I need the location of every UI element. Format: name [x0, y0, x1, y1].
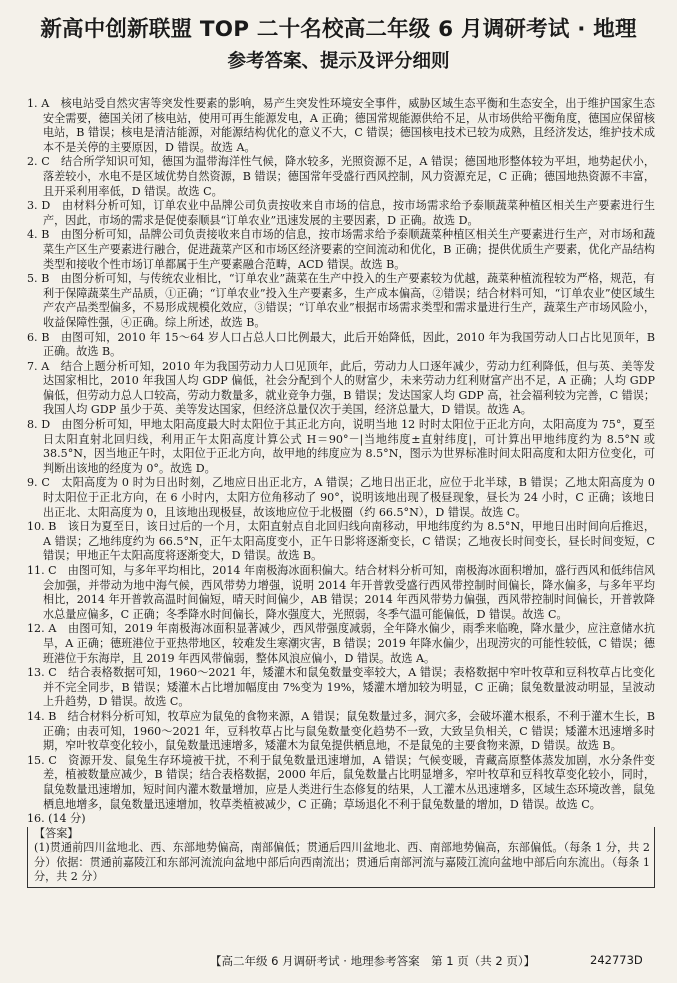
answer-item: 11. C 由图可知，与多年平均相比，2014 年南极海冰面积偏大。结合材料分析可知，南极海冰面积增加，盛行西风和低纬信风会加强，并带动为地中海气候，西风带势力增强，说明 2014 年开普敦受盛行西风带控制时间偏长，降水偏多，与多年平均相比，2014 年开普敦高温时间偏短，晴天时间偏少，AB 错误；2014 年西风带势力偏强，西风带控制时间偏长，开普敦降水总量应偏多，C 正确；冬季降水时间偏长，降水强度大，光照弱，冬季气温可能偏低，D 错误。故选 C。	[27, 564, 655, 621]
footer-code: 242773D	[590, 953, 643, 967]
page-title: 新高中创新联盟 TOP 二十名校高二年级 6 月调研考试 · 地理	[40, 17, 637, 42]
answer-item: 14. B 结合材料分析可知，牧草应为鼠兔的食物来源，A 错误；鼠兔数量过多，洞穴多，会破坏灌木根系，不利于灌木生长，B 正确；由表可知，1960～2021 年，豆科牧草占比与鼠兔数量变化趋势不一致，大致呈负相关，C 错误；矮灌木迅速增多时期，窄叶牧草变化较小，鼠兔数量迅速增多，矮灌木为鼠兔提供栖息地，不是鼠兔的主要食物来源，D 错误。故选 B。	[27, 709, 655, 753]
answer-item: 7. A 结合上题分析可知，2010 年为我国劳动力人口见顶年，此后，劳动力人口逐年减少，劳动力红利降低，但与英、美等发达国家相比，2010 年我国人均 GDP 偏低，社会分配到个人的财富少，未来劳动力红利财富产出不足，A 正确；人均 GDP 偏低，但劳动力总人口较高，劳动力数量多，就业竞争力强，B 错误；发达国家人均 GDP 高，社会福利较为完善，C 错误；我国人均 GDP 虽少于英、美等发达国家，但经济总量仅次于美国，经济总量大，D 错误。故选 A。	[27, 359, 655, 417]
answer-item: 3. D 由材料分析可知，订单农业中品牌公司负责按收来自市场的信息，按市场需求给予泰顺蔬菜种植区相关生产要素进行生产，因此，市场的需求是促使泰顺县“订单农业”迅速发展的主要因素，D 正确。故选 D。	[27, 199, 655, 227]
answer-text: (1)贯通前四川盆地北、西、东部地势偏高，南部偏低；贯通后四川盆地北、西、南部地势偏高，东部偏低。（每条 1 分，共 2 分）依据：贯通前嘉陵江和东部河流流向盆地中部后向西南流出；贯通后南部河流与嘉陵江流向盆地中部后向东流出。（每条 1 分，共 2 分）	[34, 841, 650, 884]
question-16-answer-box	[27, 827, 655, 888]
answer-item: 15. C 资源开发、鼠兔生存环境被干扰，不利于鼠兔数量迅速增加，A 错误；气候变暖，青藏高原整体蒸发加剧，水分条件变差，植被数量应减少，B 错误；结合表格数据，2000 年后，鼠兔数量占比明显增多，窄叶牧草和豆科牧草变化较小，同时，鼠兔数量迅速增加，短时间内灌木数量增加，应是人类进行生态修复的结果，人工灌木丛迅速增多，区域生态环境改善，鼠兔栖息地增多，鼠兔数量迅速增加，牧草类植被减少，C 正确；草场退化不利于鼠兔数量的增加，D 错误。故选 C。	[27, 753, 655, 811]
answer-item: 10. B 该日为夏至日，该日过后的一个月，太阳直射点自北回归线向南移动，甲地纬度约为 8.5°N，甲地日出时间向后推迟，A 错误；乙地纬度约为 66.5°N，正午太阳高度变小，正午日影将逐渐变长，C 错误；乙地夜长时间变长，昼长时间变短，C 错误；甲地正午太阳高度将逐渐变大，D 错误。故选 B。	[27, 520, 655, 563]
answer-item: 6. B 由图可知，2010 年 15～64 岁人口占总人口比例最大，此后开始降低，因此，2010 年为我国劳动人口占比见顶年，B 正确。故选 B。	[27, 330, 655, 359]
answer-item: 2. C 结合所学知识可知，德国为温带海洋性气候，降水较多，光照资源不足，A 错误；德国地形整体较为平坦，地势起伏小，落差较小，水电不是区域优势自然资源，B 错误；德国常年受盛行西风控制，风力资源充足，C 正确；德国地热资源不丰富，且开采利用率低，D 错误。故选 C。	[27, 155, 655, 198]
question-16-label: 16. (14 分)	[27, 812, 86, 826]
answer-item: 5. B 由图分析可知，与传统农业相比，“订单农业”蔬菜在生产中投入的生产要素较为优越，蔬菜种植流程较为严格，规范，有利于保障蔬菜生产品质，①正确；“订单农业”投入生产要素多，生产成本偏高，②错误；结合材料可知，“订单农业”使区域生产农产品类型偏多，不易形成规模化效应，③错误；“订单农业”根据市场需求类型和需求量进行生产，蔬菜生产市场风险小，收益保障性强，④正确。综上所述，故选 B。	[27, 272, 655, 329]
answer-item: 1. A 核电站受自然灾害等突发性要素的影响，易产生突发性环境安全事件，威胁区域生态平衡和生态安全，出于维护国家生态安全需要，德国关闭了核电站，使用可再生能源发电，A 正确；德国常规能源供给不足，从市场供给平衡角度，德国应保留核电站，B 错误；核电是清洁能源，对能源结构优化的意义不大，C 错误；德国核电技术已较为成熟，且经济发达，维护技术成本不是关停的主要原因，D 错误。故选 A。	[27, 97, 655, 154]
answer-list	[27, 97, 655, 888]
answer-item: 4. B 由图分析可知，品牌公司负责接收来自市场的信息，按市场需求给予泰顺蔬菜种植区相关生产要素进行生产，对市场和蔬菜生产区生产要素进行融合，促进蔬菜产区和市场区经济要素的空间流动和优化，B 正确；提供优质生产要素，优化产品结构类型和接收个性市场订单都属于生产要素融合范畴，ACD 错误。故选 B。	[27, 228, 655, 271]
page-subtitle: 参考答案、提示及评分细则	[227, 51, 450, 72]
answer-item: 9. C 太阳高度为 0 时为日出时刻，乙地应日出正北方，A 错误；乙地日出正北，应位于北半球，B 错误；乙地太阳高度为 0 时太阳位于正北方向，在 6 小时内，太阳方位角移动了 90°，说明该地出现了极昼现象，昼长为 24 小时，C 正确；该地日出正北、太阳高度为 0，且该地出现极昼，故该地应位于北极圈（约 66.5°N），D 错误。故选 C。	[27, 476, 655, 519]
answer-heading: 【答案】	[34, 826, 79, 840]
answer-item: 12. A 由图可知，2019 年南极海冰面积显著减少，西风带强度减弱，全年降水偏少，雨季来临晚，降水量少，应注意储水抗旱，A 正确；德班港位于亚热带地区，较难发生寒潮灾害，B 错误；2019 年降水偏少，出现涝灾的可能性较低，C 错误；德班港位于东海岸，且 2019 年西风带偏弱，整体风浪应偏小，D 错误。故选 A。	[27, 622, 655, 665]
answer-item: 13. C 结合表格数据可知，1960～2021 年，矮灌木和鼠兔数量变率较大，A 错误；表格数据中窄叶牧草和豆科牧草占比变化并不完全同步，B 错误；矮灌木占比增加幅度由 7%变为 19%，矮灌木增加较为明显，C 正确；鼠兔数量波动明显，呈波动上升趋势，D 错误。故选 C。	[27, 666, 655, 709]
answer-item: 8. D 由图分析可知，甲地太阳高度最大时太阳位于其正北方向，说明当地 12 时时太阳位于正北方向，太阳高度为 75°，夏至日太阳直射北回归线，利用正午太阳高度计算公式 H＝90°－|当地纬度±直射纬度|，可计算出甲地纬度约为 8.5°N 或 38.5°N，因当地正午时，太阳位于正北方向，故甲地的纬度应为 8.5°N，图示为世界标准时间太阳高度和太阳方位变化，可判断出该地的经度为 0°。故选 D。	[27, 418, 655, 475]
footer-page-info: 【高二年级 6 月调研考试 · 地理参考答案 第 1 页（共 2 页）】	[210, 954, 536, 968]
